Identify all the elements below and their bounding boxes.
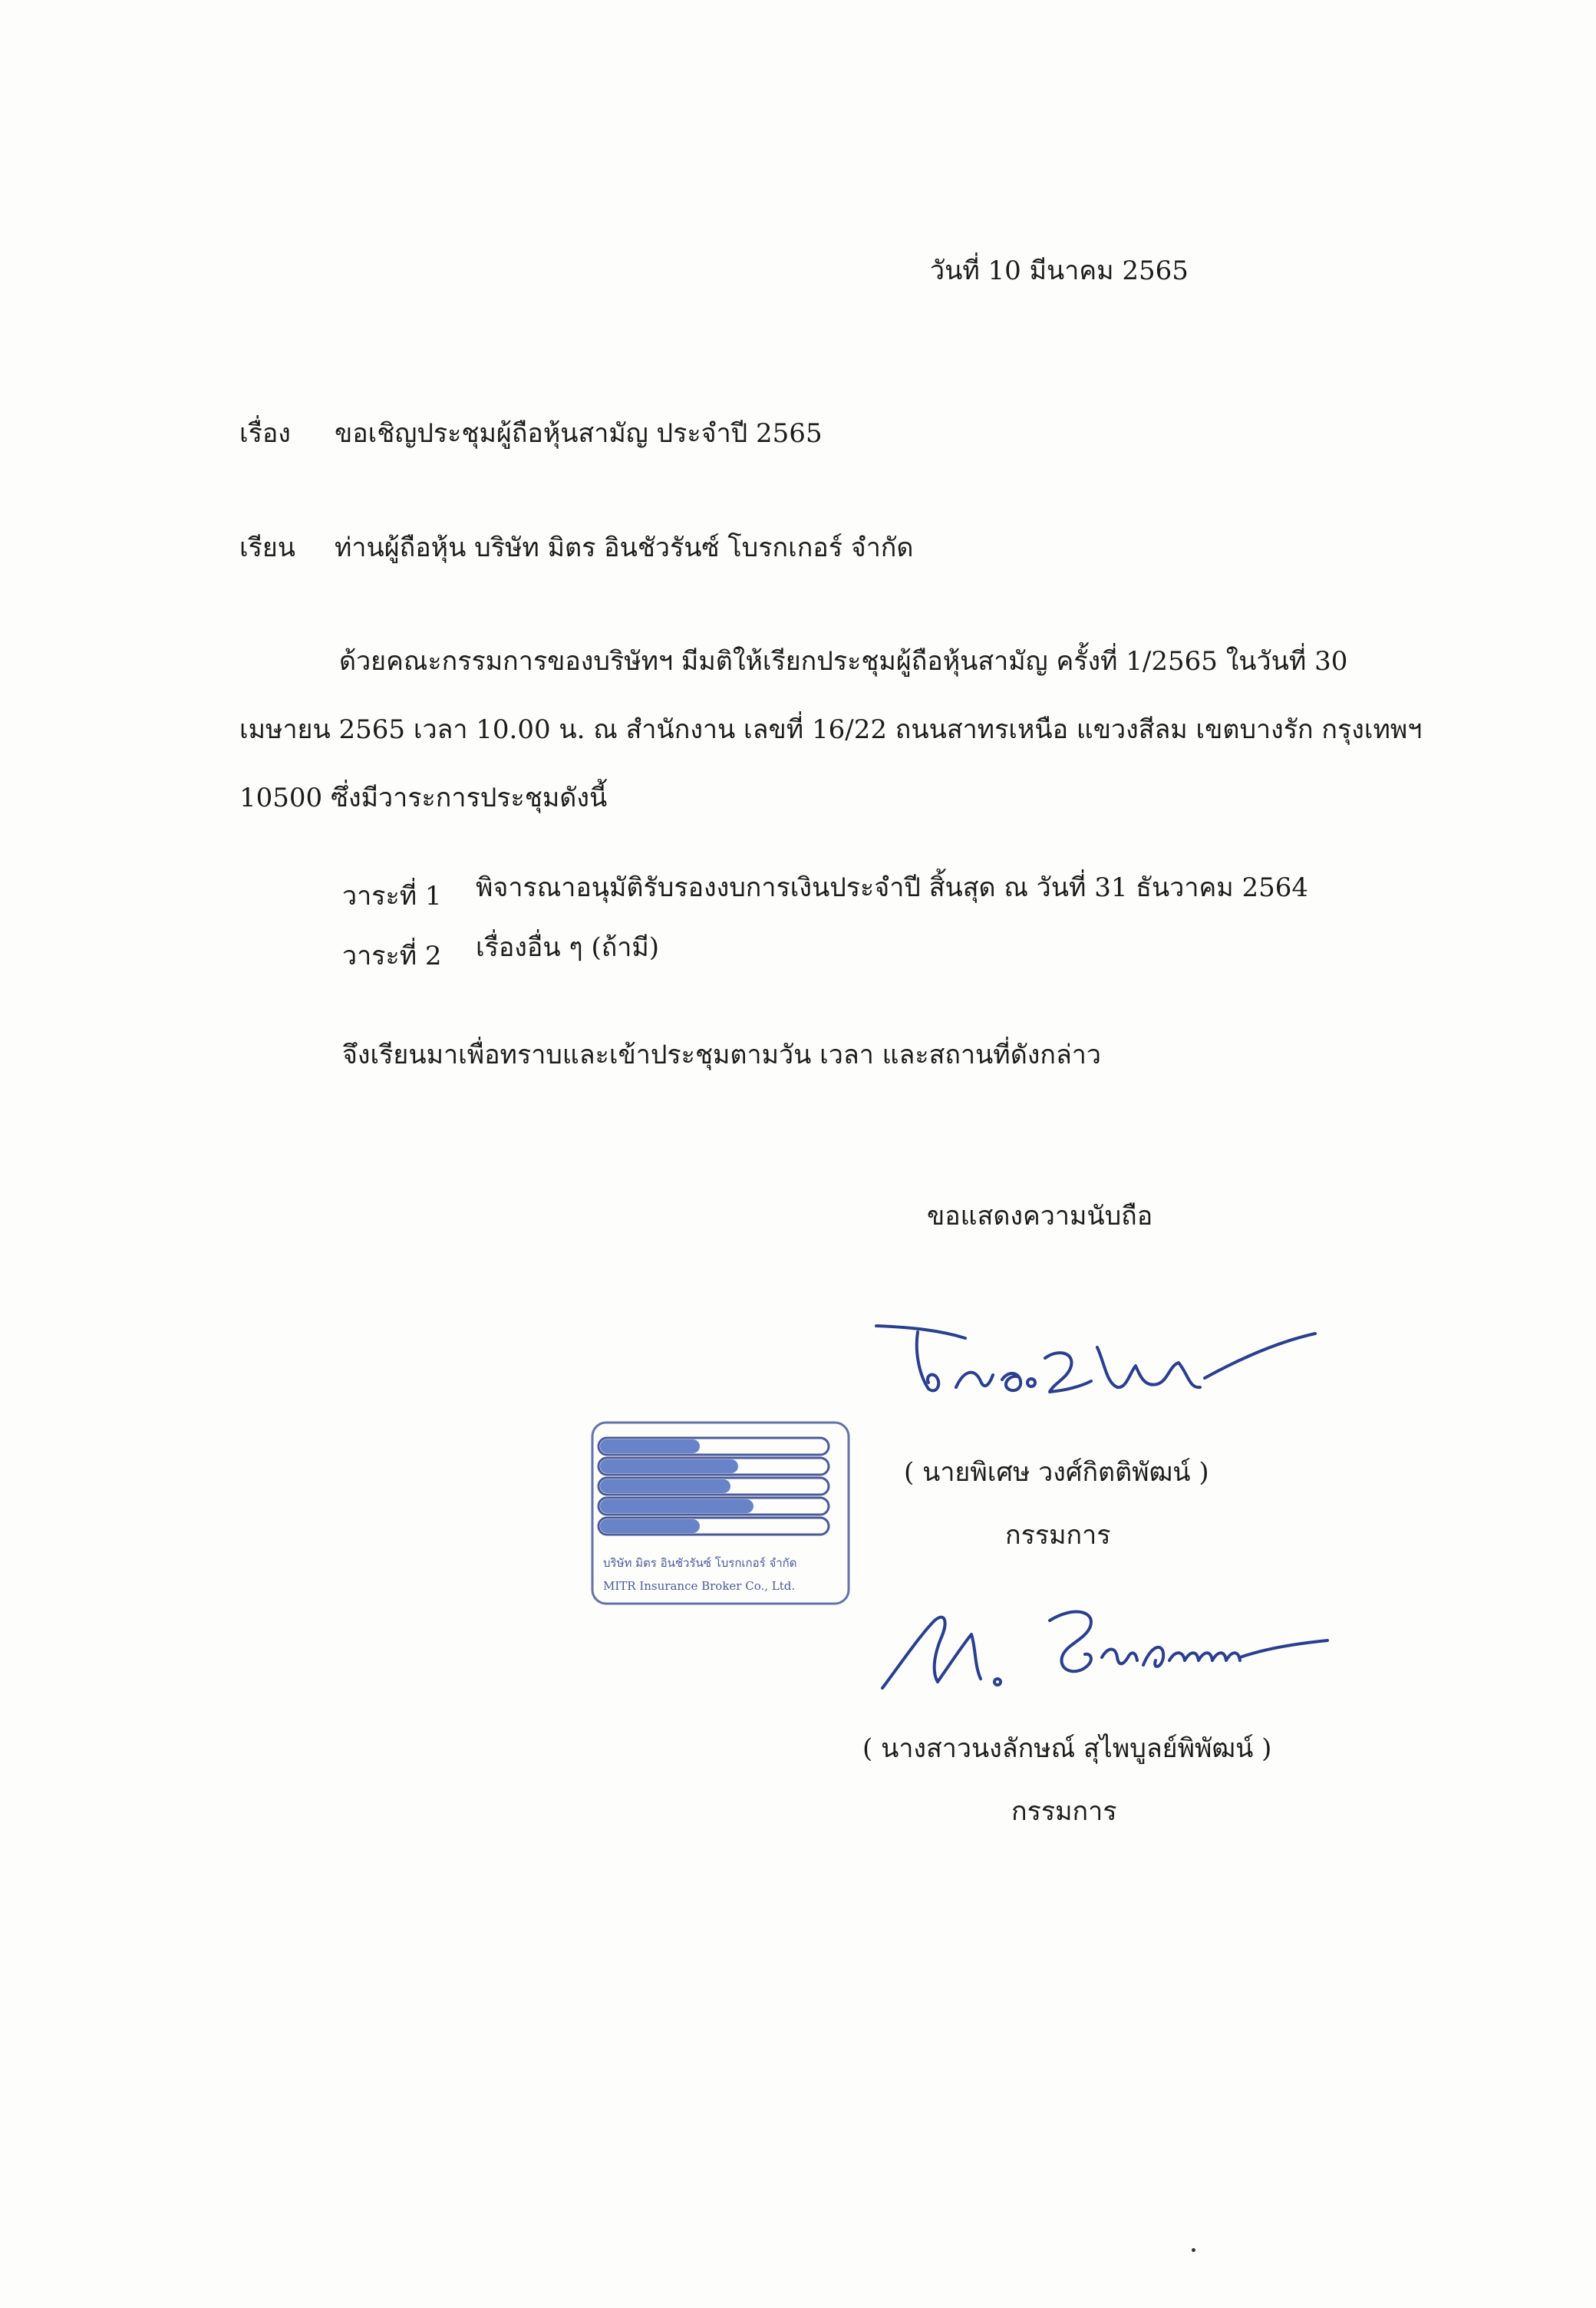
- letter-date: วันที่ 10 มีนาคม 2565: [930, 256, 1189, 286]
- body-line: ด้วยคณะกรรมการของบริษัทฯ มีมติให้เรียกประชุมผู้ถือหุ้นสามัญ ครั้งที่ 1/2565 ในวันที่ 30: [339, 646, 1348, 677]
- regards: ขอแสดงความนับถือ: [927, 1201, 1153, 1231]
- agenda-1-number: วาระที่ 1: [342, 881, 442, 912]
- signatory-2-name: ( นางสาวนงลักษณ์ สุไพบูลย์พิพัฒน์ ): [862, 1733, 1272, 1764]
- signatory-1-title: กรรมการ: [1005, 1520, 1111, 1551]
- subject-text: ขอเชิญประชุมผู้ถือหุ้นสามัญ ประจำปี 2565: [335, 418, 823, 449]
- page-speck: [1192, 2248, 1195, 2252]
- body-line: เมษายน 2565 เวลา 10.00 น. ณ สำนักงาน เลขที่ 16/22 ถนนสาทรเหนือ แขวงสีลม เขตบางรัก กรุงเทพฯ: [239, 714, 1423, 745]
- agenda-2-number: วาระที่ 2: [342, 941, 442, 971]
- agenda-2-text: เรื่องอื่น ๆ (ถ้ามี): [476, 932, 660, 963]
- stamp-seal-graphic: [589, 1419, 852, 1607]
- signatory-2-title: กรรมการ: [1011, 1796, 1117, 1827]
- agenda-1-text: พิจารณาอนุมัติรับรองงบการเงินประจำปี สิ้นสุด ณ วันที่ 31 ธันวาคม 2564: [476, 872, 1308, 903]
- subject-label: เรื่อง: [239, 418, 291, 449]
- signature-2: [875, 1581, 1335, 1696]
- stamp-line-en: MITR Insurance Broker Co., Ltd.: [603, 1579, 796, 1593]
- body-paragraph: [239, 628, 1467, 833]
- signatory-1-name: ( นายพิเศษ วงศ์กิตติพัฒน์ ): [904, 1457, 1209, 1488]
- signature-1: [867, 1304, 1327, 1419]
- salutation-text: ท่านผู้ถือหุ้น บริษัท มิตร อินชัวรันซ์ โบรกเกอร์ จำกัด: [335, 532, 914, 563]
- body-line: 10500 ซึ่งมีวาระการประชุมดังนี้: [239, 783, 608, 813]
- closing-note: จึงเรียนมาเพื่อทราบและเข้าประชุมตามวัน เวลา และสถานที่ดังกล่าว: [342, 1040, 1101, 1070]
- stamp-line-th: บริษัท มิตร อินชัวรันซ์ โบรกเกอร์ จำกัด: [603, 1556, 797, 1570]
- company-stamp: [589, 1419, 852, 1607]
- salutation-label: เรียน: [239, 532, 296, 563]
